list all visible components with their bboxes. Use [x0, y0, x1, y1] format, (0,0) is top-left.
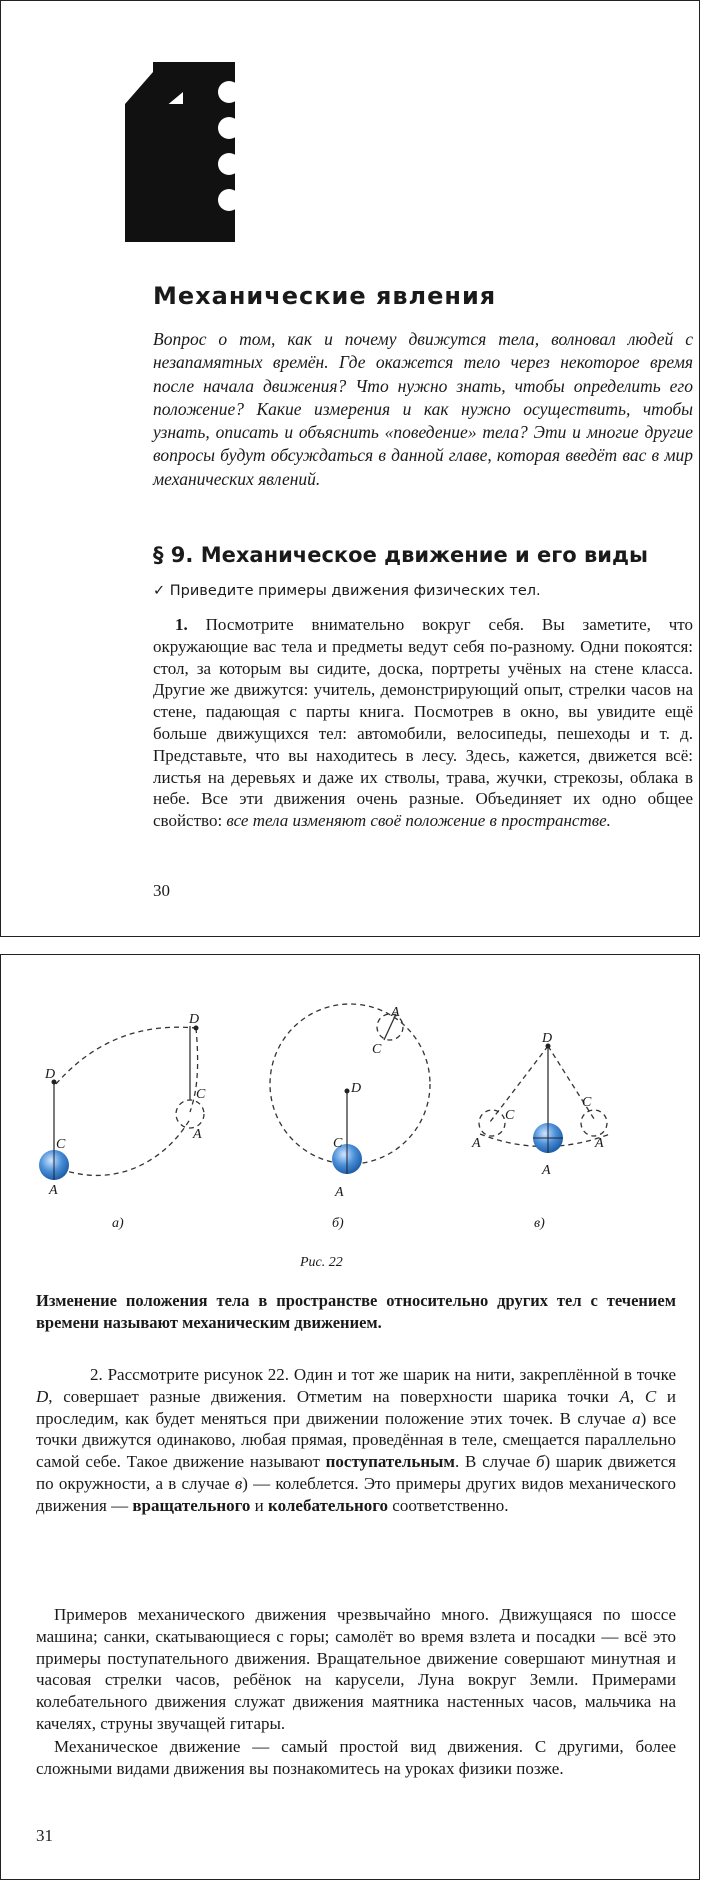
- paragraph-4: Механическое движение — самый простой вид движения. С другими, более сложными видами движения вы познакомитесь на уроках физики позже.: [36, 1737, 676, 1778]
- term-rotational: вращательного: [132, 1495, 251, 1515]
- sub-label-b: б): [332, 1216, 344, 1231]
- page-number-31: 31: [36, 1826, 53, 1845]
- path-a: [56, 1027, 196, 1084]
- page-separator: [0, 937, 702, 954]
- figure-22: [0, 954, 702, 1284]
- label-C-b: C: [372, 1042, 382, 1057]
- label-C-c: C: [505, 1108, 515, 1123]
- label-A-c3: A: [542, 1163, 551, 1178]
- paragraph-2: 2. Рассмотрите рисунок 22. Один и тот же шарик на нити, закреплённой в точке D, совершает разные движения. Отметим на поверхности шарика точки A, C и проследим, как будет меняться при движении положение этих точек. В случае а) все точки движутся одинаково, любая прямая, проведённая в теле, смещается параллельно самой себе. Такое движение называют поступательным. В случае б) шарик движется по окружности, а в случае в) — колеблется. Это примеры других видов механического движения — вращательного и колебательного соответственно.: [36, 1365, 677, 1515]
- label-C-b2: C: [333, 1136, 343, 1151]
- paragraph-1: [153, 614, 693, 832]
- label-D-a: D: [45, 1067, 56, 1082]
- label-A-a2: A: [193, 1127, 202, 1142]
- ball-c: [533, 1123, 563, 1153]
- label-A-c: A: [472, 1136, 481, 1151]
- label-A-b: A: [391, 1005, 400, 1020]
- section-title: § 9. Механическое движение и его виды: [153, 543, 648, 567]
- label-C-c2: C: [582, 1095, 592, 1110]
- chapter-number: 1: [125, 62, 126, 63]
- sub-label-a: а): [112, 1216, 124, 1231]
- term-oscillatory: колебательного: [268, 1495, 389, 1515]
- task-prompt: ✓ Приведите примеры движения физических тел.: [153, 583, 541, 599]
- label-D-c: D: [542, 1031, 553, 1046]
- paragraph-1-italic: все тела изменяют своё положение в пространстве.: [226, 811, 611, 831]
- label-D-a2: D: [189, 1012, 200, 1027]
- label-C-a2: C: [196, 1087, 206, 1102]
- sub-label-v: в): [534, 1216, 545, 1231]
- label-C-a: C: [56, 1137, 66, 1152]
- label-D-b: D: [351, 1081, 362, 1096]
- paragraph-3: Примеров механического движения чрезвычайно много. Движущаяся по шоссе машина; санки, скатывающиеся с горы; самолёт во время взлета и посадки — всё это примеры поступательного движения. Вращательное движение совершают минутная и часовая стрелки часов, ребёнок на карусели, Луна вокруг Земли. Примерами колебательного движения служат движения маятника настенных часов, мальчика на качелях, струны звучащей гитары.: [36, 1605, 676, 1733]
- label-A-c2: A: [595, 1136, 604, 1151]
- chapter-title: Механические явления: [153, 282, 497, 310]
- page-number-30: 30: [153, 881, 170, 900]
- chapter-intro: Вопрос о том, как и почему движутся тела, волновал людей с незапамятных времён. Где окажется тело через некоторое время после начала движения? Что нужно знать, чтобы определить его положение? Какие измерения и как нужно осуществить, чтобы узнать, описать и объяснить «поведение» тела? Эти и многие другие вопросы будут обсуждаться в данной главе, которая введёт вас в мир механических явлений.: [153, 329, 693, 489]
- definition-mechanical-motion: Изменение положения тела в пространстве относительно других тел с течением времени называют механическим движением.: [36, 1291, 676, 1332]
- label-A-b2: A: [335, 1185, 344, 1200]
- ball-a: [39, 1150, 69, 1180]
- label-A-a: A: [49, 1183, 58, 1198]
- figure-caption: Рис. 22: [300, 1255, 343, 1270]
- term-translational: поступательным: [325, 1452, 456, 1472]
- paragraph-1-number: 1.: [175, 615, 188, 634]
- paragraph-1-text: Посмотрите внимательно вокруг себя. Вы заметите, что окружающие вас тела и предметы ведут себя по-разному. Одни покоятся: стол, за которым вы сидите, доска, портреты учёных на стене класса. Другие же движутся: учитель, демонстрирующий опыт, стрелки часов на стене, падающая с парты книга. Посмотрев в окно, вы увидите ещё больше движущихся тел: автомобили, велосипеды, пешеходы и т. д. Представьте, что вы находитесь в лесу. Здесь, кажется, движется всё: листья на деревьях и даже их стволы, трава, жучки, стрекозы, облака в небе. Все эти движения очень разные. Объединяет их одно общее свойство:: [153, 615, 693, 831]
- chapter-number-graphic: [125, 62, 235, 262]
- path-b: [270, 1004, 430, 1164]
